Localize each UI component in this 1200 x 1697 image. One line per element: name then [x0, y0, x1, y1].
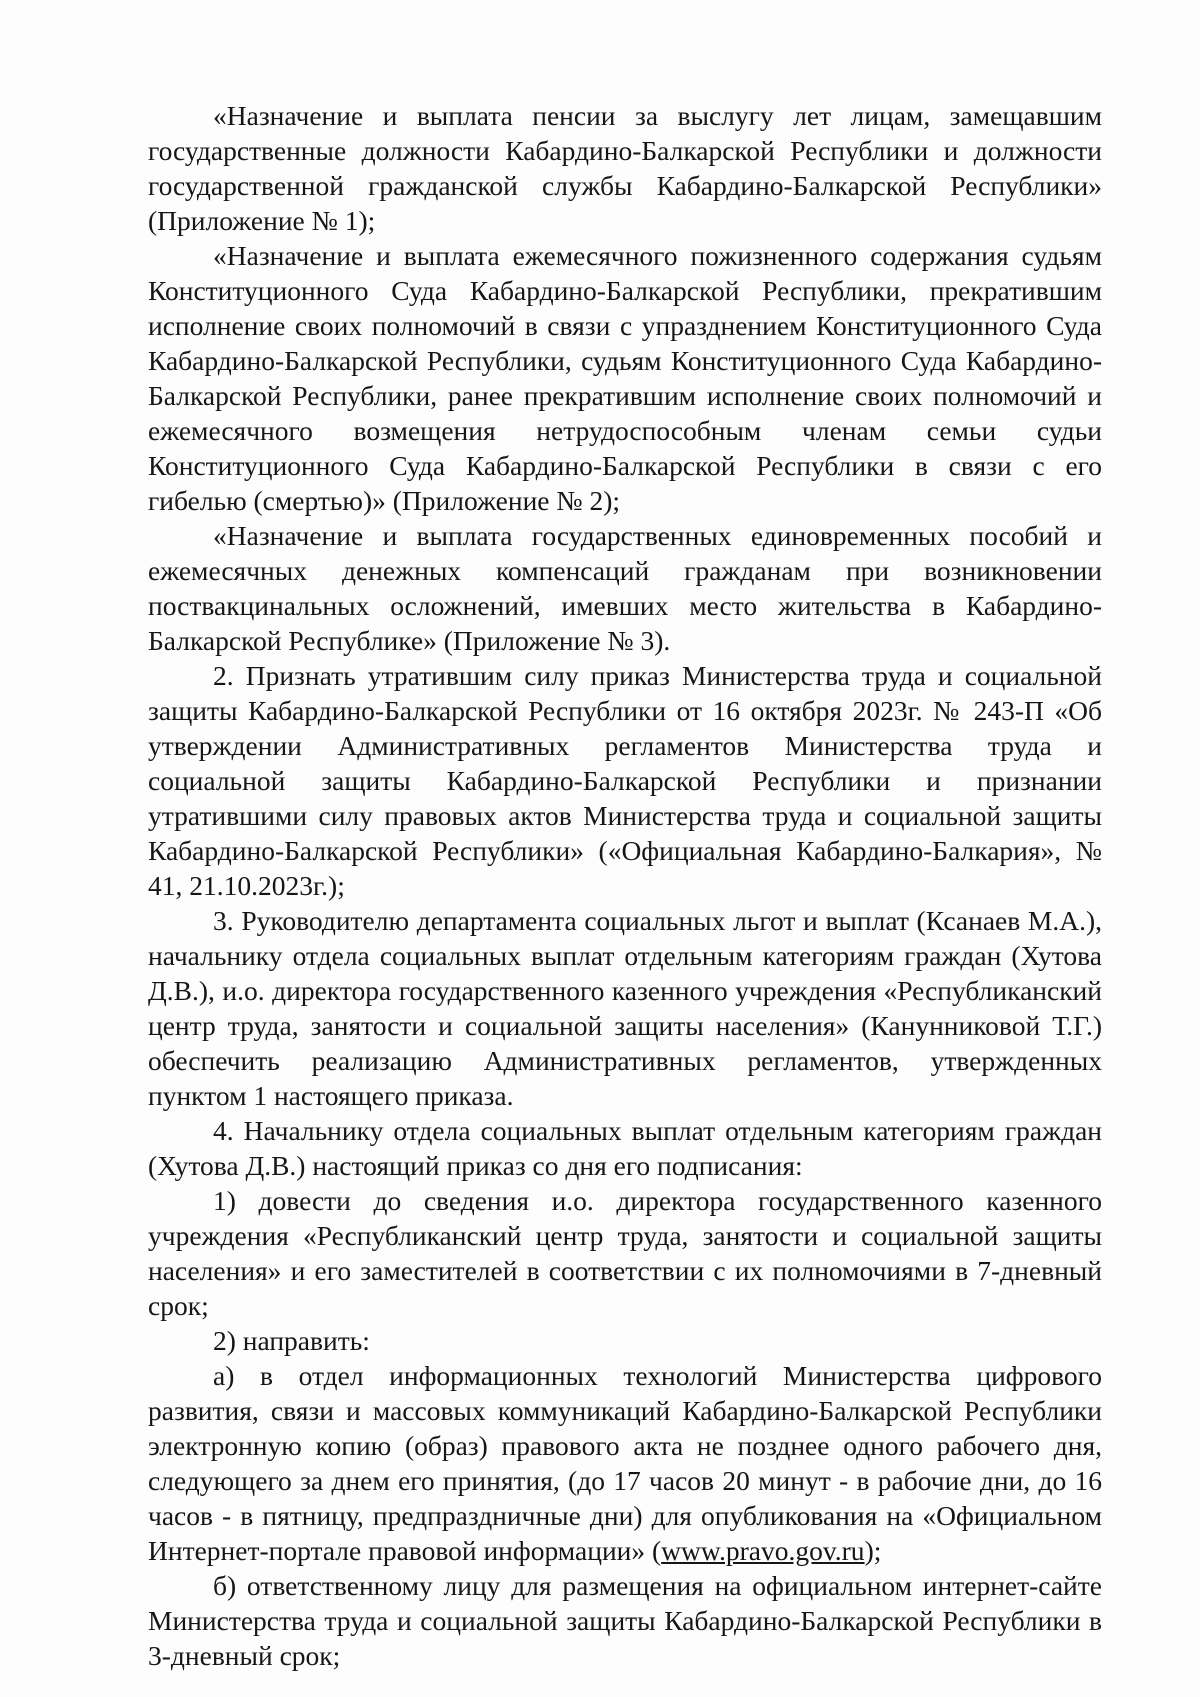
- paragraph-subitem-1: 1) довести до сведения и.о. директора государственного казенного учреждения «Республиканский центр труда, занятости и социальной защиты населения» и его заместителей в соответствии с их полномочиями в 7-дневный срок;: [148, 1185, 1102, 1321]
- subitem-a-tail: );: [864, 1535, 882, 1566]
- paragraph-subitem-a: [148, 1358, 1102, 1568]
- paragraph-item-2: 2. Признать утратившим силу приказ Министерства труда и социальной защиты Кабардино-Балкарской Республики от 16 октября 2023г. № 243-П «Об утверждении Административных регламентов Министерства труда и социальной защиты Кабардино-Балкарской Республики и признании утратившими силу правовых актов Министерства труда и социальной защиты Кабардино-Балкарской Республики» («Официальная Кабардино-Балкария», № 41, 21.10.2023г.);: [148, 660, 1102, 901]
- paragraph-item-4: 4. Начальнику отдела социальных выплат отдельным категориям граждан (Хутова Д.В.) настоящий приказ со дня его подписания:: [148, 1115, 1102, 1181]
- paragraph-item-3: 3. Руководителю департамента социальных льгот и выплат (Ксанаев М.А.), начальнику отдела социальных выплат отдельным категориям граждан (Хутова Д.В.), и.о. директора государственного казенного учреждения «Республиканский центр труда, занятости и социальной защиты населения» (Канунниковой Т.Г.) обеспечить реализацию Административных регламентов, утвержденных пунктом 1 настоящего приказа.: [148, 905, 1102, 1111]
- paragraph-appendix-3: «Назначение и выплата государственных единовременных пособий и ежемесячных денежных компенсаций гражданам при возникновении поствакцинальных осложнений, имевших место жительства в Кабардино-Балкарской Республике» (Приложение № 3).: [148, 520, 1102, 656]
- paragraph-appendix-1: «Назначение и выплата пенсии за выслугу лет лицам, замещавшим государственные должности Кабардино-Балкарской Республики и должности государственной гражданской службы Кабардино-Балкарской Республики» (Приложение № 1);: [148, 100, 1102, 236]
- subitem-a-text: а) в отдел информационных технологий Министерства цифрового развития, связи и массовых коммуникаций Кабардино-Балкарской Республики электронную копию (образ) правового акта не позднее одного рабочего дня, следующего за днем его принятия, (до 17 часов 20 минут - в рабочие дни, до 16 часов - в пятницу, предпраздничные дни) для опубликования на «Официальном Интернет-портале правовой информации» (: [148, 1360, 1102, 1566]
- paragraph-subitem-b: б) ответственному лицу для размещения на официальном интернет-сайте Министерства труда и социальной защиты Кабардино-Балкарской Республики в 3-дневный срок;: [148, 1570, 1102, 1671]
- paragraph-appendix-2: «Назначение и выплата ежемесячного пожизненного содержания судьям Конституционного Суда Кабардино-Балкарской Республики, прекратившим исполнение своих полномочий в связи с упразднением Конституционного Суда Кабардино-Балкарской Республики, судьям Конституционного Суда Кабардино-Балкарской Республики, ранее прекратившим исполнение своих полномочий и ежемесячного возмещения нетрудоспособным членам семьи судьи Конституционного Суда Кабардино-Балкарской Республики в связи с его гибелью (смертью)» (Приложение № 2);: [148, 240, 1102, 516]
- paragraph-subitem-2: 2) направить:: [213, 1325, 370, 1356]
- document-body: [148, 98, 1102, 1673]
- portal-link[interactable]: www.pravo.gov.ru: [661, 1535, 865, 1566]
